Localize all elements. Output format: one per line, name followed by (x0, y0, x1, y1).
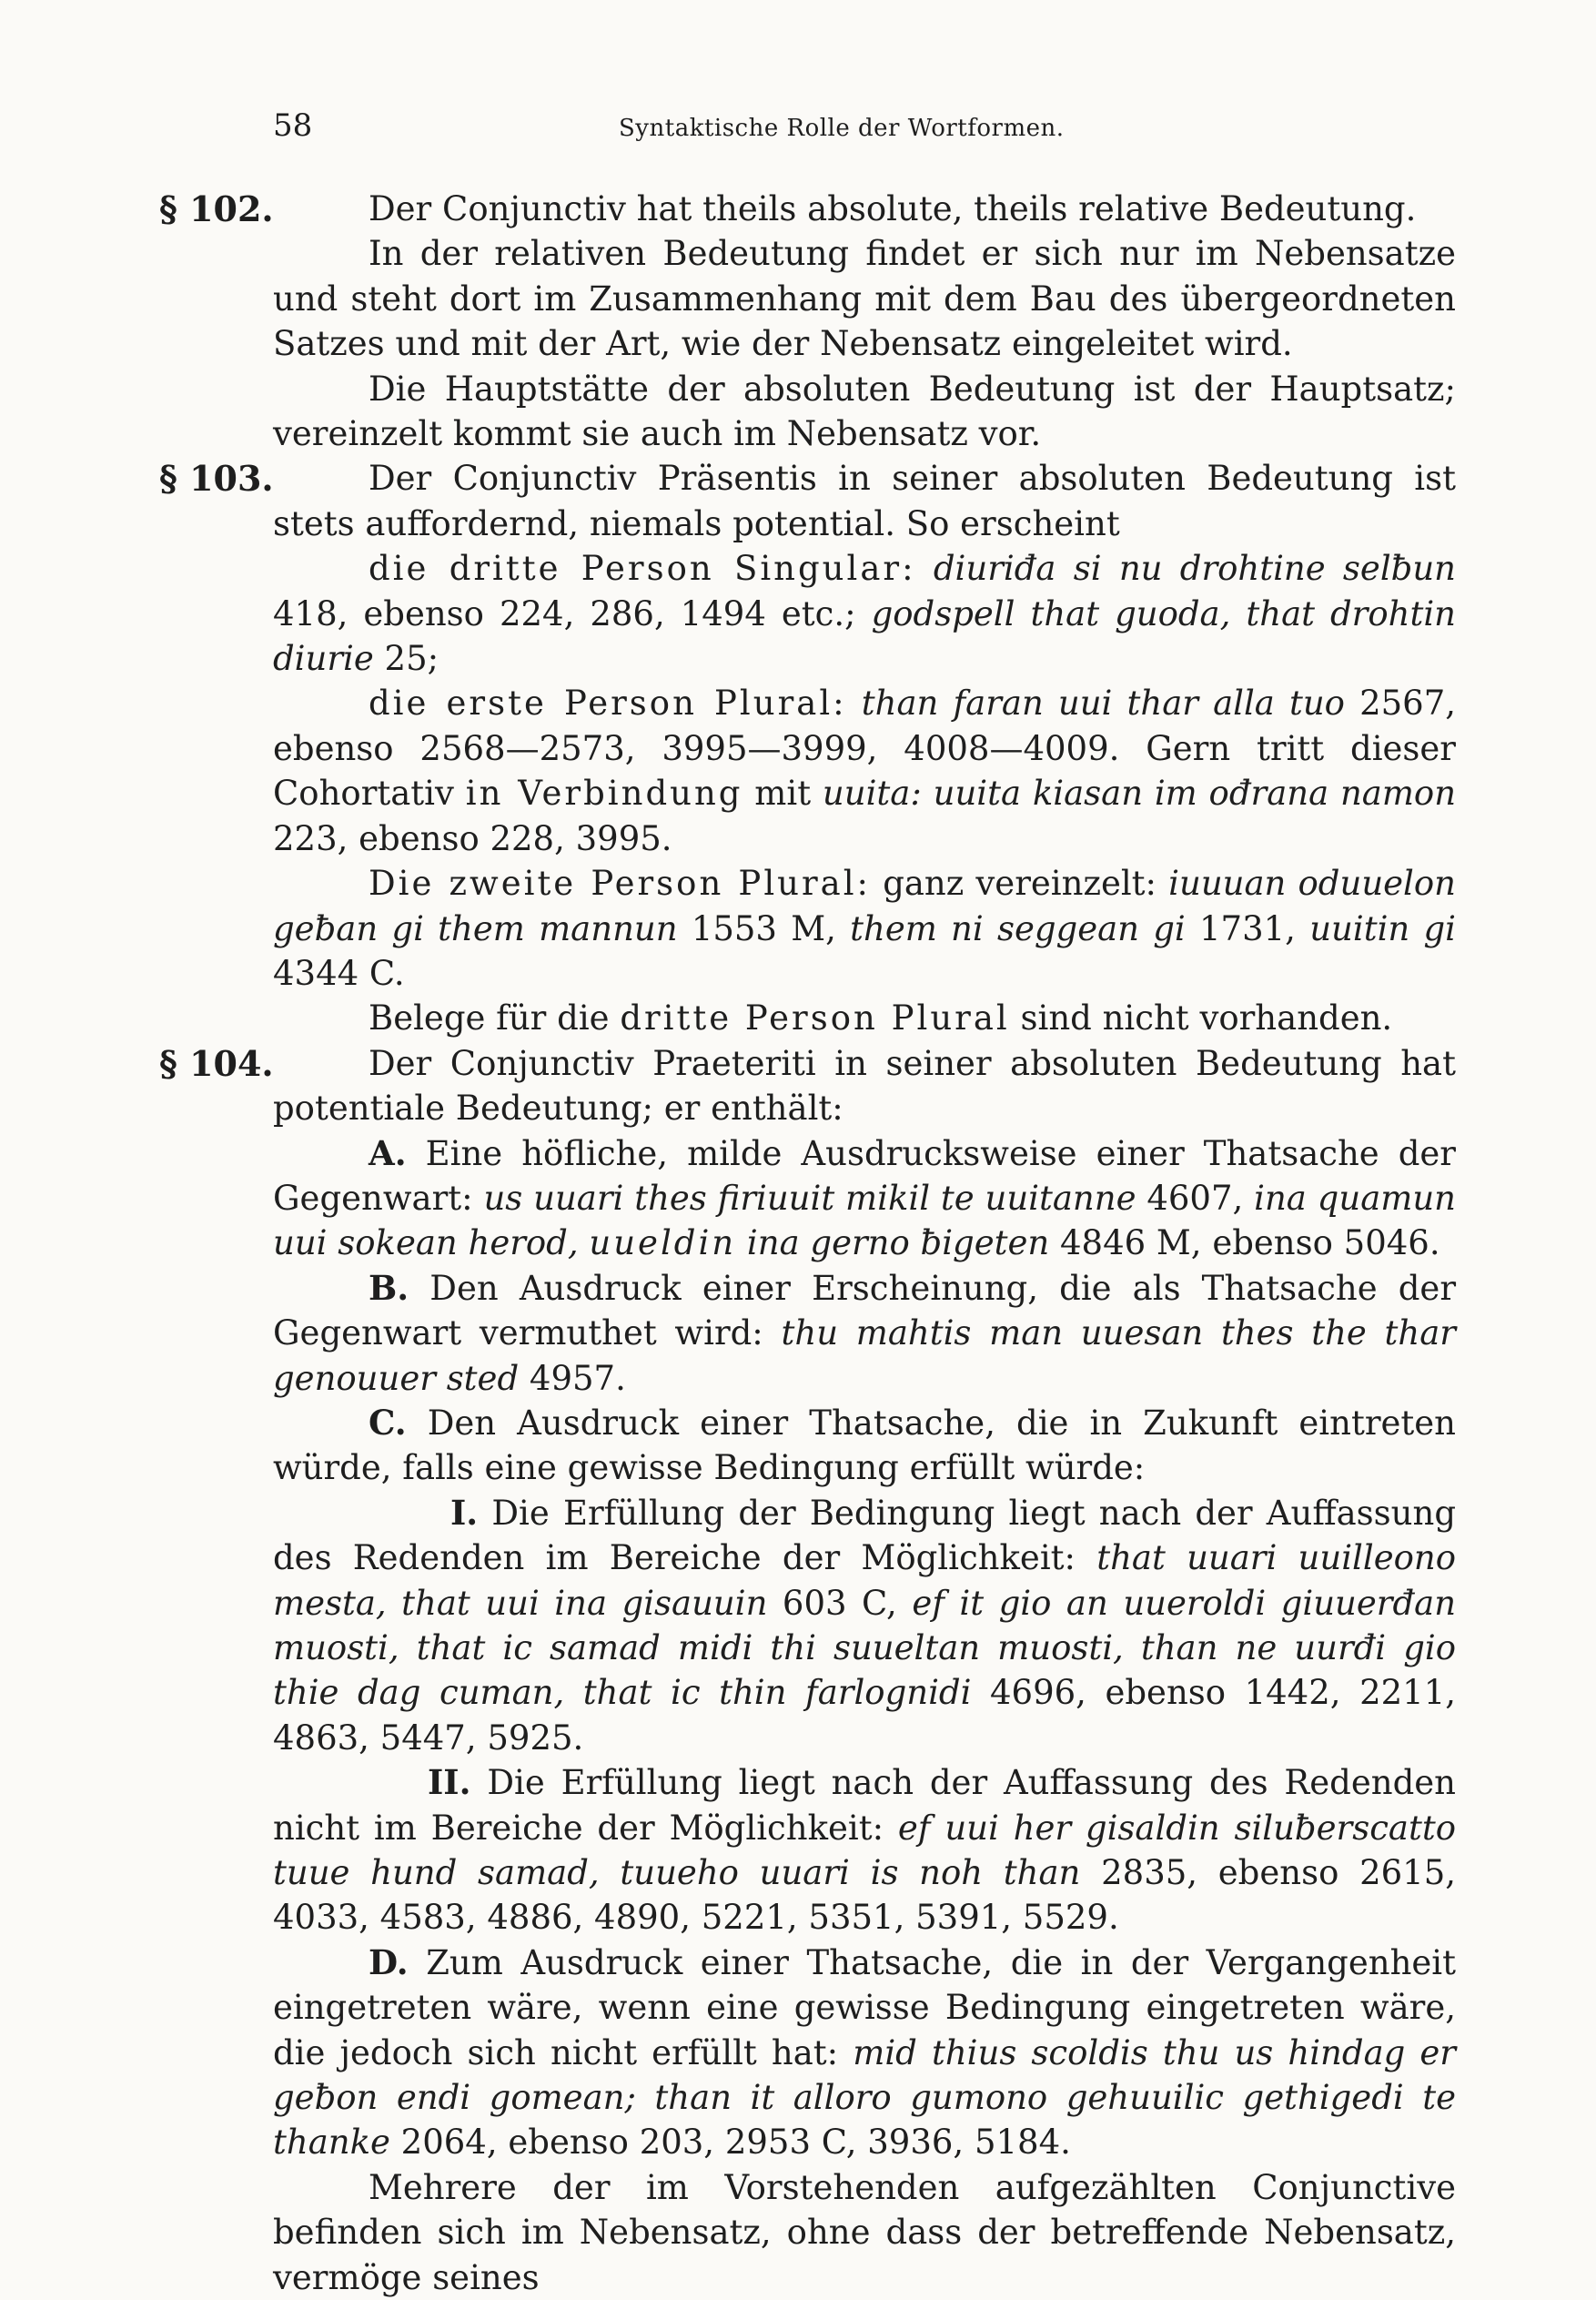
section-102 (159, 187, 1456, 456)
page-header (273, 107, 1419, 147)
paragraph: Die zweite Person Plural: ganz vereinzelt: iuuuan oduuelon geƀan gi them mannun 1553 M, them ni seggean gi 1731, uuitin gi 4344 C. (273, 864, 1456, 993)
paragraph-b: B. Den Ausdruck einer Erscheinung, die als Thatsache der Gegenwart vermuthet wird: thu mahtis man uuesan thes the thar genouuer sted 4957. (273, 1267, 1457, 1398)
paragraph: Belege für die dritte Person Plural sind nicht vorhanden. (369, 998, 1393, 1039)
paragraph: die dritte Person Singular: diuriđa si nu drohtine selƀun 418, ebenso 224, 286, 1494 etc.; godspell that guoda, that drohtin diurie 25; (273, 549, 1456, 679)
paragraph-d: D. Zum Ausdruck einer Thatsache, die in der Vergangenheit eingetreten wäre, wenn eine gewisse Bedingung eingetreten wäre, die jedoch sich nicht erfüllt hat: mid thius scoldis thu us hindag er geƀon endi gomean; than it alloro gumono gehuuilic gethigedi te thanke 2064, ebenso 203, 2953 C, 3936, 5184. (273, 1941, 1456, 2163)
paragraph-c-i: I. Die Erfüllung der Bedingung liegt nach der Auffassung des Redenden im Bereiche der Möglichkeit: that uuari uuilleono mesta, that uui ina gisauuin 603 C, ef it gio an uueroldi giuuerđan muosti, that ic samad midi thi suueltan muosti, than ne uurđi gio thie dag cuman, that ic thin farlognidi 4696, ebenso 1442, 2211, 4863, 5447, 5925. (273, 1492, 1457, 1758)
paragraph: Die Hauptstätte der absoluten Bedeutung ist der Hauptsatz; vereinzelt kommt sie auch im Nebensatz vor. (273, 369, 1456, 454)
running-title: Syntaktische Rolle der Wortformen. (619, 115, 1065, 142)
section-number: § 102. (159, 188, 274, 229)
paragraph: Der Conjunctiv Präsentis in seiner absoluten Bedeutung ist stets auffordernd, niemals potential. So erscheint (273, 459, 1456, 543)
paragraph: Der Conjunctiv Praeteriti in seiner absoluten Bedeutung hat potentiale Bedeutung; er enthält: (273, 1043, 1456, 1129)
paragraph: In der relativen Bedeutung findet er sich nur im Nebensatze und steht dort im Zusammenhang mit dem Bau des übergeordneten Satzes und mit der Art, wie der Nebensatz eingeleitet wird. (273, 234, 1456, 364)
section-number: § 103. (159, 458, 274, 500)
page-number: 58 (273, 107, 313, 144)
section-104 (159, 1041, 1457, 2300)
paragraph: Der Conjunctiv hat theils absolute, theils relative Bedeutung. (369, 189, 1417, 228)
paragraph-a: A. Eine höfliche, milde Ausdrucksweise einer Thatsache der Gegenwart: us uuari thes firiuuit mikil te uuitanne 4607, ina quamun uui sokean herod, uueldin ina gerno ƀigeten 4846 M, ebenso 5046. (273, 1132, 1456, 1263)
main-text (159, 187, 1457, 2300)
section-103 (159, 456, 1457, 1040)
paragraph-c-ii: II. Die Erfüllung liegt nach der Auffassung des Redenden nicht im Bereiche der Möglichkeit: ef uui her gisaldin siluƀerscatto tuue hund samad, tuueho uuari is noh than 2835, ebenso 2615, 4033, 4583, 4886, 4890, 5221, 5351, 5391, 5529. (273, 1762, 1456, 1938)
paragraph: Mehrere der im Vorstehenden aufgezählten Conjunctive befinden sich im Nebensatz, ohne dass der betreffende Nebensatz, vermöge seines (273, 2167, 1456, 2297)
paragraph-c: C. Den Ausdruck einer Thatsache, die in Zukunft eintreten würde, falls eine gewisse Bedingung erfüllt würde: (273, 1402, 1456, 1488)
section-number: § 104. (159, 1042, 274, 1084)
paragraph: die erste Person Plural: than faran uui thar alla tuo 2567, ebenso 2568—2573, 3995—3999, 4008—4009. Gern tritt dieser Cohortativ in Verbindung mit uuita: uuita kiasan im ođrana namon 223, ebenso 228, 3995. (273, 684, 1457, 858)
